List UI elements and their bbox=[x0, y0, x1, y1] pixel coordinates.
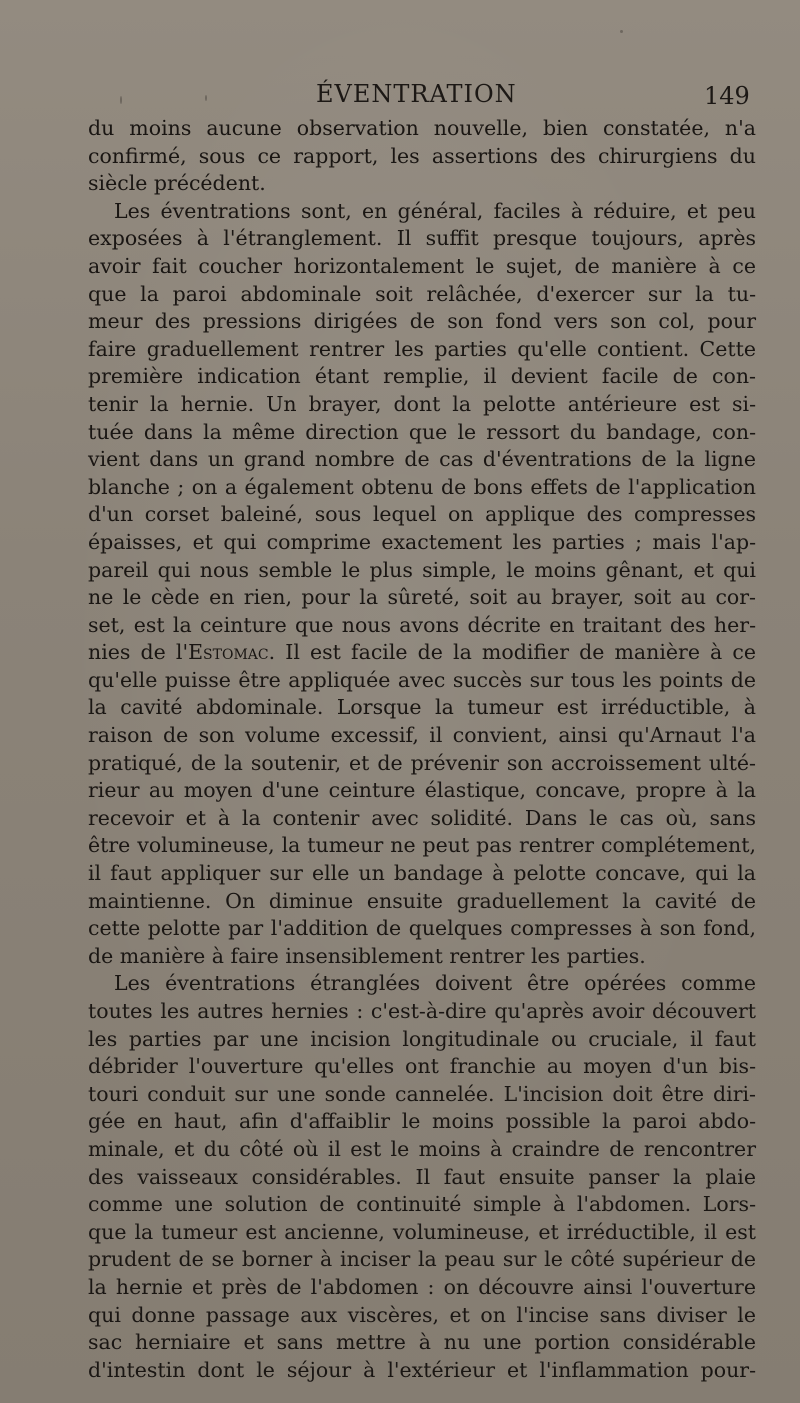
text-line: blanche ; on a également obtenu de bons effets de l'application bbox=[88, 474, 756, 499]
text-line: toutes les autres hernies : c'est-à-dire qu'après avoir découvert bbox=[88, 999, 756, 1023]
text-line: première indication étant remplie, il devient facile de con- bbox=[88, 364, 756, 389]
text-line: minale, et du côté où il est le moins à craindre de rencontrer bbox=[88, 1136, 756, 1161]
text-line: la cavité abdominale. Lorsque la tumeur est irréductible, à bbox=[88, 695, 756, 720]
text-line: ne le cède en rien, pour la sûreté, soit au brayer, soit au cor- bbox=[88, 585, 756, 610]
text-line: de manière à faire insensiblement rentrer les parties. bbox=[88, 943, 646, 968]
text-line: il faut appliquer sur elle un bandage à pelotte concave, qui la bbox=[88, 861, 756, 886]
text-line: qu'elle puisse être appliquée avec succès sur tous les points de bbox=[88, 667, 756, 692]
text-segment: . Il est facile de la modifier de manière à ce bbox=[268, 640, 757, 665]
text-line: d'intestin dont le séjour à l'extérieur et l'inflammation pour- bbox=[88, 1357, 756, 1382]
text-line: rieur au moyen d'une ceinture élastique, concave, propre à la bbox=[88, 778, 756, 803]
text-line: raison de son volume excessif, il convient, ainsi qu'Arnaut l'a bbox=[88, 723, 756, 748]
text-line: confirmé, sous ce rapport, les assertions des chirurgiens du bbox=[88, 143, 756, 168]
text-line: la hernie et près de l'abdomen : on découvre ainsi l'ouverture bbox=[88, 1274, 756, 1299]
text-line: que la paroi abdominale soit relâchée, d'exercer sur la tu- bbox=[88, 281, 756, 306]
text-line: set, est la ceinture que nous avons décrite en traitant des her- bbox=[88, 612, 756, 637]
text-line: vient dans un grand nombre de cas d'éventrations de la ligne bbox=[88, 447, 756, 472]
text-line: d'un corset baleiné, sous lequel on applique des compresses bbox=[88, 502, 756, 527]
text-line: exposées à l'étranglement. Il suffit presque toujours, après bbox=[88, 226, 756, 251]
paragraph-first-line: Les éventrations étranglées doivent être opérées comme bbox=[114, 971, 756, 996]
text-line: pratiqué, de la soutenir, et de prévenir son accroissement ulté- bbox=[88, 750, 756, 775]
body-text bbox=[88, 115, 756, 1384]
text-line: que la tumeur est ancienne, volumineuse, et irréductible, il est bbox=[88, 1219, 756, 1244]
text-line: meur des pressions dirigées de son fond vers son col, pour bbox=[88, 309, 756, 334]
text-line: faire graduellement rentrer les parties qu'elle contient. Cette bbox=[88, 336, 756, 361]
text-line: les parties par une incision longitudinale ou cruciale, il faut bbox=[88, 1026, 756, 1051]
text-line bbox=[88, 639, 756, 667]
text-line: épaisses, et qui comprime exactement les parties ; mais l'ap- bbox=[88, 529, 756, 554]
text-line: débrider l'ouverture qu'elles ont franchie au moyen d'un bis- bbox=[88, 1054, 756, 1079]
text-line: sac herniaire et sans mettre à nu une portion considérable bbox=[88, 1330, 756, 1355]
text-line: tuée dans la même direction que le ressort du bandage, con- bbox=[88, 419, 756, 444]
text-line: qui donne passage aux viscères, et on l'incise sans diviser le bbox=[88, 1302, 756, 1327]
text-line: cette pelotte par l'addition de quelques compresses à son fond, bbox=[88, 916, 756, 941]
text-line: gée en haut, afin d'affaiblir le moins possible la paroi abdo- bbox=[88, 1109, 756, 1134]
text-line: prudent de se borner à inciser la peau sur le côté supérieur de bbox=[88, 1247, 756, 1272]
paragraph-first-line: Les éventrations sont, en général, faciles à réduire, et peu bbox=[114, 198, 756, 223]
running-title: ÉVENTRATION bbox=[316, 80, 517, 108]
text-segment: nies de l' bbox=[88, 640, 189, 665]
text-line: être volumineuse, la tumeur ne peut pas rentrer complétement, bbox=[88, 833, 756, 858]
text-line: des vaisseaux considérables. Il faut ensuite panser la plaie bbox=[88, 1164, 756, 1189]
text-line: pareil qui nous semble le plus simple, le moins gênant, et qui bbox=[88, 557, 756, 582]
text-line: siècle précédent. bbox=[88, 171, 266, 196]
text-line: recevoir et à la contenir avec solidité. Dans le cas où, sans bbox=[88, 805, 756, 830]
text-line: du moins aucune observation nouvelle, bien constatée, n'a bbox=[88, 116, 756, 140]
text-line: touri conduit sur une sonde cannelée. L'incision doit être diri- bbox=[88, 1081, 756, 1106]
small-caps-reference: Estomac bbox=[188, 640, 269, 665]
page-header bbox=[0, 80, 800, 120]
text-line: comme une solution de continuité simple à l'abdomen. Lors- bbox=[88, 1192, 756, 1217]
text-line: avoir fait coucher horizontalement le sujet, de manière à ce bbox=[88, 253, 756, 278]
text-line: tenir la hernie. Un brayer, dont la pelotte antérieure est si- bbox=[88, 391, 756, 416]
page-number: 149 bbox=[704, 82, 750, 110]
paper-speck bbox=[620, 30, 623, 33]
text-line: maintienne. On diminue ensuite graduellement la cavité de bbox=[88, 888, 756, 913]
